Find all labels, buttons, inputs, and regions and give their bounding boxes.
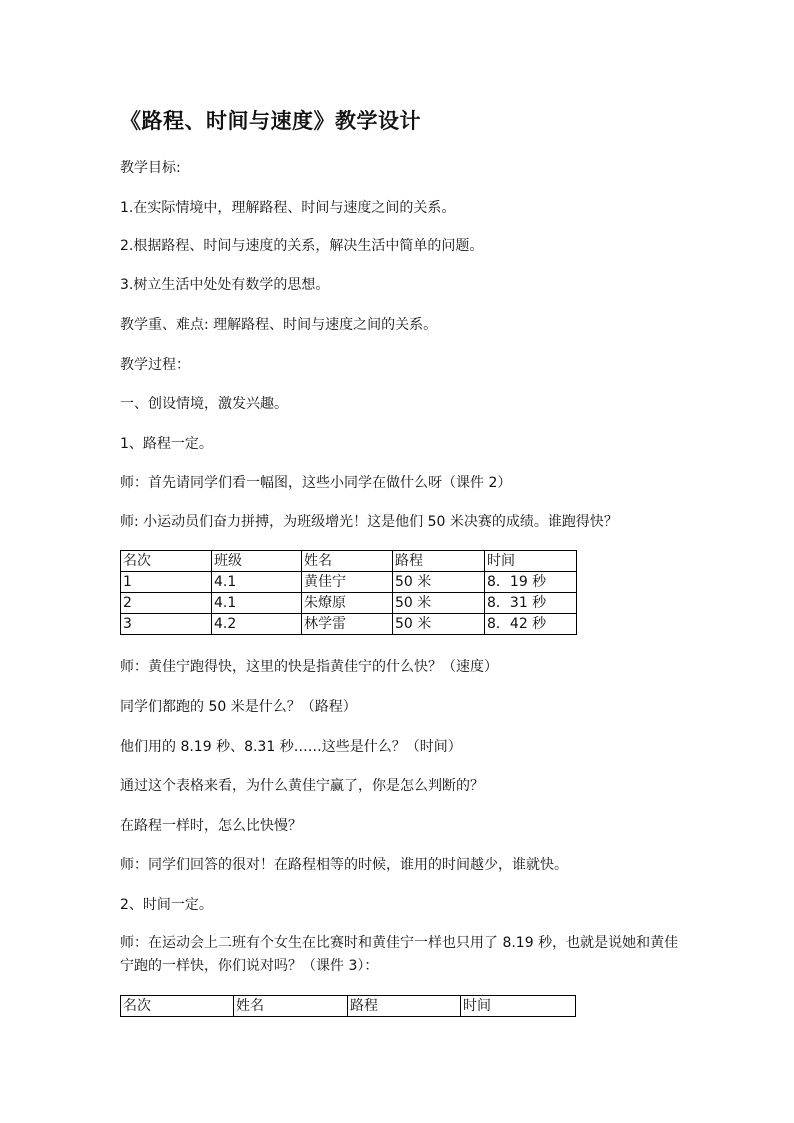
table-cell: 8．42 秒 <box>485 614 577 635</box>
table-cell: 2 <box>121 593 212 614</box>
part-1-heading: 1、路程一定。 <box>120 436 213 452</box>
question-4: 通过这个表格来看，为什么黄佳宁赢了，你是怎么判断的？ <box>120 778 484 794</box>
question-5: 在路程一样时，怎么比快慢？ <box>120 818 302 834</box>
objectives-heading: 教学目标: <box>120 160 181 176</box>
objective-3: 3.树立生活中处处有数学的思想。 <box>120 277 330 293</box>
teacher-line-2: 师: 小运动员们奋力拼搏，为班级增光！这是他们 50 米决赛的成绩。谁跑得快？ <box>120 514 618 530</box>
question-3: 他们用的 8.19 秒、8.31 秒……这些是什么？（时间） <box>120 739 462 755</box>
process-heading: 教学过程： <box>120 357 190 373</box>
table-row <box>121 572 577 593</box>
teacher-summary: 师：同学们回答的很对！在路程相等的时候，谁用的时间越少，谁就快。 <box>120 857 568 873</box>
table-header-cell: 路程 <box>348 996 461 1017</box>
table-cell: 林学雷 <box>302 614 393 635</box>
table-cell: 朱燎原 <box>302 593 393 614</box>
teacher-line-3: 师：在运动会上二班有个女生在比赛时和黄佳宁一样也只用了 8.19 秒，也就是说她和黄佳宁跑的一样快，你们说对吗？（课件 3）： <box>120 935 679 974</box>
table-header-cell: 时间 <box>461 996 576 1017</box>
part-2-heading: 2、时间一定。 <box>120 897 213 913</box>
objective-1: 1.在实际情境中，理解路程、时间与速度之间的关系。 <box>120 200 456 216</box>
objective-2: 2.根据路程、时间与速度的关系，解决生活中简单的问题。 <box>120 238 484 254</box>
document-title: 《路程、时间与速度》教学设计 <box>120 108 421 133</box>
table-cell: 50 米 <box>393 572 485 593</box>
table-cell: 1 <box>121 572 212 593</box>
table-cell: 8．31 秒 <box>485 593 577 614</box>
table-header-cell: 班级 <box>212 551 302 572</box>
table-cell: 4.1 <box>212 593 302 614</box>
table-cell: 50 米 <box>393 593 485 614</box>
table-header-cell: 路程 <box>393 551 485 572</box>
table-header-row <box>121 996 576 1017</box>
question-2: 同学们都跑的 50 米是什么？（路程） <box>120 699 357 715</box>
table-header-row <box>121 551 577 572</box>
table-row <box>121 614 577 635</box>
table-cell: 4.1 <box>212 572 302 593</box>
table-header-cell: 名次 <box>121 551 212 572</box>
teacher-line-1: 师：首先请同学们看一幅图，这些小同学在做什么呀（课件 2） <box>120 475 512 491</box>
table-header-cell: 名次 <box>121 996 234 1017</box>
table-header-cell: 姓名 <box>234 996 348 1017</box>
table-cell: 50 米 <box>393 614 485 635</box>
table-cell: 4.2 <box>212 614 302 635</box>
question-1: 师：黄佳宁跑得快，这里的快是指黄佳宁的什么快？（速度） <box>120 659 498 675</box>
key-points: 教学重、难点: 理解路程、时间与速度之间的关系。 <box>120 317 438 333</box>
results-table-1 <box>120 550 577 635</box>
table-row <box>121 593 577 614</box>
table-cell: 8．19 秒 <box>485 572 577 593</box>
results-table-2 <box>120 995 576 1017</box>
table-header-cell: 时间 <box>485 551 577 572</box>
table-cell: 3 <box>121 614 212 635</box>
section-1-heading: 一、创设情境，激发兴趣。 <box>120 396 288 412</box>
table-header-cell: 姓名 <box>302 551 393 572</box>
table-cell: 黄佳宁 <box>302 572 393 593</box>
